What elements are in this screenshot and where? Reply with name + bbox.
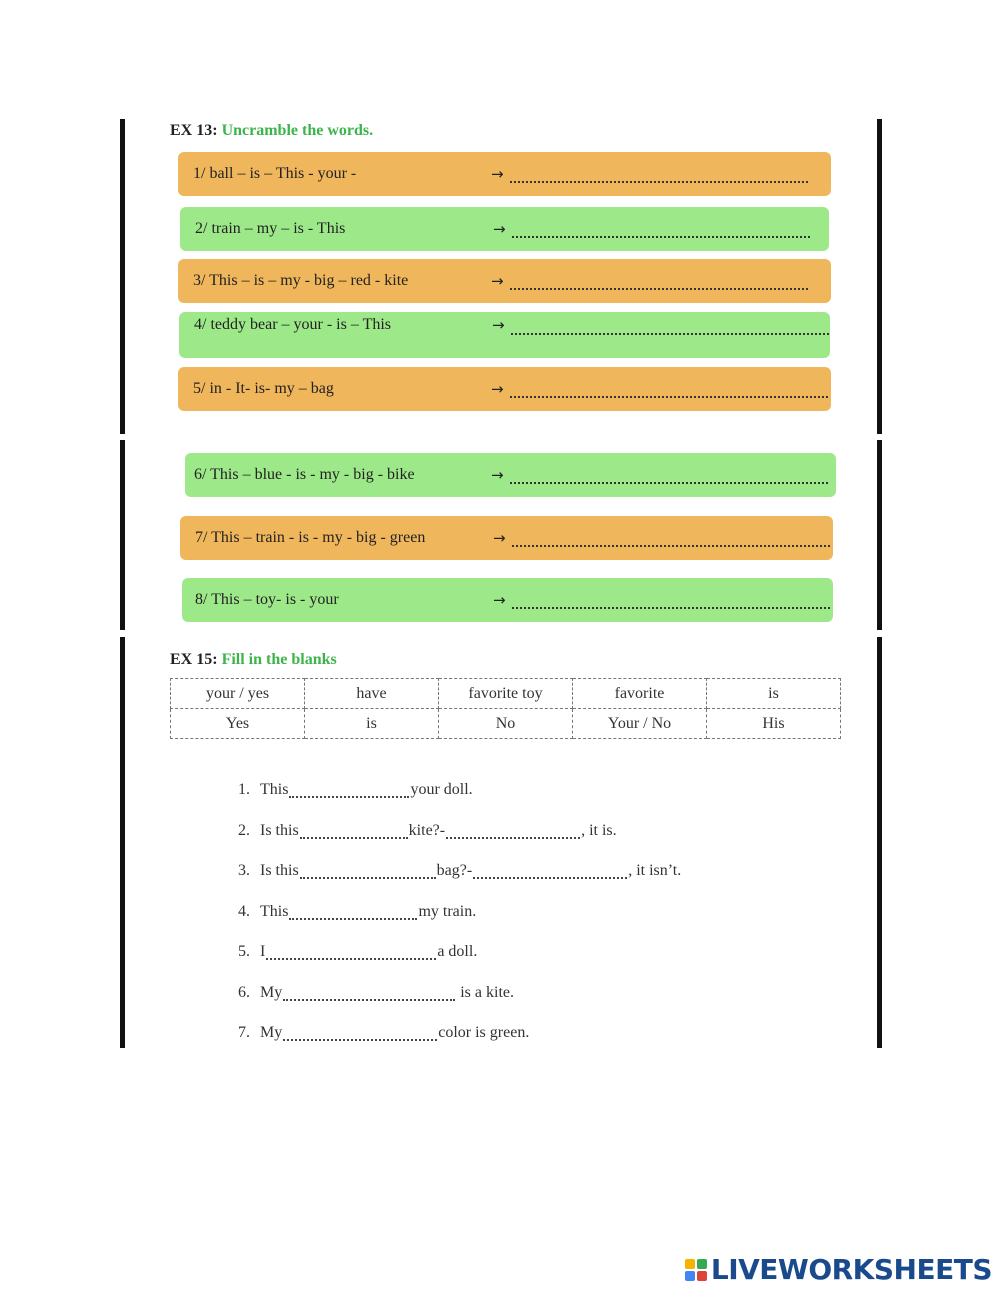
ex13-item-8 (182, 578, 833, 622)
sentence-text: , it isn’t. (628, 862, 682, 880)
list-item (238, 932, 681, 973)
border-left-bottom (120, 637, 125, 1048)
liveworksheets-logo (685, 1253, 992, 1286)
arrow-right-icon: → (491, 165, 504, 183)
ex13-question: 1/ ball – is – This - your - (193, 165, 357, 182)
table-row (171, 709, 841, 739)
item-number: 4. (238, 902, 250, 920)
ex13-item-7 (180, 516, 833, 560)
border-right-top (877, 119, 882, 434)
word-bank-cell: is (707, 679, 841, 709)
ex13-question: 4/ teddy bear – your - is – This (194, 316, 392, 333)
ex13-question: 2/ train – my – is - This (195, 220, 346, 237)
ex13-item-6 (185, 453, 836, 497)
list-item (238, 851, 681, 892)
sentence-text: color is green. (438, 1024, 530, 1042)
list-item (238, 1013, 681, 1054)
sentence-text: kite?- (408, 821, 446, 839)
arrow-right-icon: → (491, 272, 504, 290)
sentence-text: a doll. (437, 943, 478, 961)
arrow-right-icon: → (491, 380, 504, 398)
ex13-question: 5/ in - It- is- my – bag (193, 380, 334, 397)
ex13-subtitle: Uncramble the words. (221, 122, 374, 139)
ex13-item-5 (178, 367, 831, 411)
word-bank-cell: your / yes (171, 679, 305, 709)
sentence-text: My (260, 1024, 283, 1042)
ex15-label: EX 15: (170, 651, 218, 668)
ex13-question: 6/ This – blue - is - my - big - bike (194, 466, 415, 483)
logo-blocks-icon (685, 1259, 707, 1281)
blank-input[interactable] (300, 823, 408, 839)
word-bank-cell: Yes (171, 709, 305, 739)
sentence-text: your doll. (410, 781, 473, 799)
ex13-item-1 (178, 152, 831, 196)
list-item (238, 770, 681, 811)
ex13-answer-input[interactable] (510, 272, 808, 290)
blank-input[interactable] (300, 863, 436, 879)
item-number: 3. (238, 862, 250, 880)
arrow-right-icon: → (493, 591, 506, 609)
sentence-text: This (260, 781, 289, 799)
word-bank-cell: is (305, 709, 439, 739)
word-bank-cell: No (439, 709, 573, 739)
blank-input[interactable] (289, 782, 409, 798)
item-number: 5. (238, 943, 250, 961)
table-row (171, 679, 841, 709)
ex15-subtitle: Fill in the blanks (221, 651, 337, 668)
blank-input[interactable] (283, 985, 455, 1001)
list-item (238, 973, 681, 1014)
blank-input[interactable] (446, 823, 580, 839)
ex13-item-2 (180, 207, 829, 251)
item-number: 7. (238, 1024, 250, 1042)
sentence-text: is a kite. (456, 983, 514, 1001)
ex13-answer-input[interactable] (512, 220, 810, 238)
ex13-answer-input[interactable] (511, 317, 829, 335)
border-left-middle (120, 440, 125, 630)
arrow-right-icon: → (493, 220, 506, 238)
ex15-title (170, 651, 337, 669)
list-item (238, 892, 681, 933)
border-left-top (120, 119, 125, 434)
ex13-item-3 (178, 259, 831, 303)
ex13-answer-input[interactable] (510, 466, 828, 484)
ex13-question: 8/ This – toy- is - your (195, 591, 339, 608)
border-right-bottom (877, 637, 882, 1048)
fill-blanks-list (238, 770, 681, 1054)
sentence-text: My (260, 983, 283, 1001)
ex13-answer-input[interactable] (510, 165, 808, 183)
logo-text: LIVEWORKSHEETS (710, 1253, 992, 1286)
word-bank-cell: favorite toy (439, 679, 573, 709)
blank-input[interactable] (473, 863, 627, 879)
blank-input[interactable] (289, 904, 417, 920)
sentence-text: This (260, 902, 289, 920)
arrow-right-icon: → (491, 466, 504, 484)
list-item (238, 811, 681, 852)
ex13-answer-input[interactable] (510, 380, 828, 398)
item-number: 1. (238, 781, 250, 799)
word-bank-table (170, 678, 841, 739)
ex13-question: 3/ This – is – my - big – red - kite (193, 272, 409, 289)
sentence-text: , it is. (581, 821, 617, 839)
sentence-text: Is this (260, 862, 299, 880)
ex13-question: 7/ This – train - is - my - big - green (195, 529, 426, 546)
blank-input[interactable] (266, 944, 436, 960)
ex13-label: EX 13: (170, 122, 218, 139)
ex13-answer-input[interactable] (512, 591, 830, 609)
sentence-text: I (260, 943, 266, 961)
item-number: 6. (238, 983, 250, 1001)
ex13-title (170, 122, 373, 140)
word-bank-cell: His (707, 709, 841, 739)
arrow-right-icon: → (492, 316, 505, 334)
border-right-middle (877, 440, 882, 630)
arrow-right-icon: → (493, 529, 506, 547)
sentence-text: Is this (260, 821, 299, 839)
sentence-text: bag?- (436, 862, 473, 880)
item-number: 2. (238, 821, 250, 839)
word-bank-cell: Your / No (573, 709, 707, 739)
sentence-text: my train. (418, 902, 477, 920)
ex13-item-4 (179, 312, 830, 358)
word-bank-cell: favorite (573, 679, 707, 709)
word-bank-cell: have (305, 679, 439, 709)
ex13-answer-input[interactable] (512, 529, 830, 547)
blank-input[interactable] (283, 1025, 437, 1041)
